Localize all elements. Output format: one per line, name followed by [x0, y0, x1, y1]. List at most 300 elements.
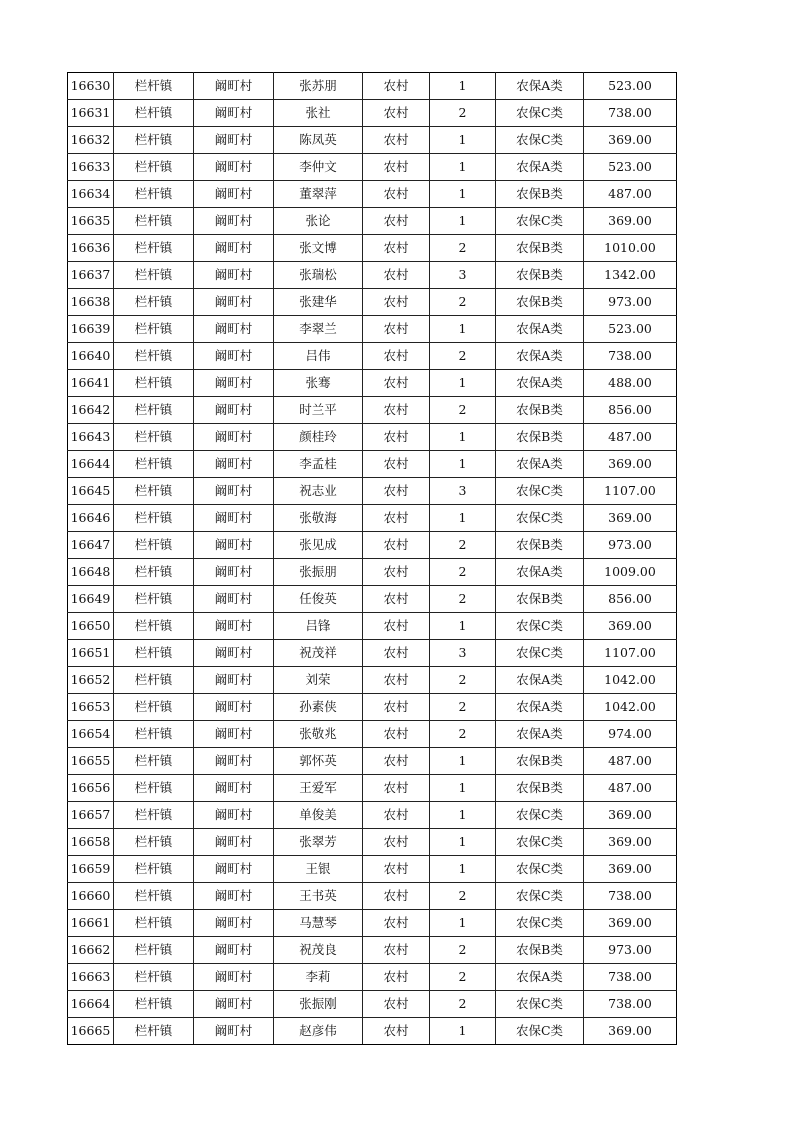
cell-member-count: 2 — [430, 694, 496, 721]
cell-insurance-category: 农保C类 — [496, 127, 584, 154]
cell-name: 张见成 — [274, 532, 363, 559]
cell-village: 阚町村 — [194, 856, 274, 883]
cell-town: 栏杆镇 — [114, 721, 194, 748]
cell-village: 阚町村 — [194, 748, 274, 775]
cell-member-count: 1 — [430, 802, 496, 829]
cell-village: 阚町村 — [194, 613, 274, 640]
cell-village: 阚町村 — [194, 424, 274, 451]
cell-amount: 738.00 — [584, 991, 677, 1018]
cell-household-type: 农村 — [363, 154, 430, 181]
table-row — [68, 451, 677, 478]
cell-row-number: 16646 — [68, 505, 114, 532]
cell-household-type: 农村 — [363, 748, 430, 775]
cell-insurance-category: 农保B类 — [496, 289, 584, 316]
cell-town: 栏杆镇 — [114, 937, 194, 964]
cell-member-count: 1 — [430, 208, 496, 235]
cell-town: 栏杆镇 — [114, 1018, 194, 1045]
cell-town: 栏杆镇 — [114, 478, 194, 505]
cell-town: 栏杆镇 — [114, 154, 194, 181]
cell-name: 李仲文 — [274, 154, 363, 181]
cell-row-number: 16653 — [68, 694, 114, 721]
cell-village: 阚町村 — [194, 883, 274, 910]
cell-amount: 369.00 — [584, 802, 677, 829]
cell-amount: 369.00 — [584, 613, 677, 640]
cell-insurance-category: 农保C类 — [496, 208, 584, 235]
cell-member-count: 2 — [430, 883, 496, 910]
cell-row-number: 16661 — [68, 910, 114, 937]
cell-town: 栏杆镇 — [114, 262, 194, 289]
cell-name: 李孟桂 — [274, 451, 363, 478]
cell-name: 李莉 — [274, 964, 363, 991]
table-row — [68, 964, 677, 991]
table-row — [68, 910, 677, 937]
cell-household-type: 农村 — [363, 667, 430, 694]
cell-amount: 523.00 — [584, 316, 677, 343]
cell-amount: 369.00 — [584, 856, 677, 883]
cell-village: 阚町村 — [194, 343, 274, 370]
cell-amount: 1009.00 — [584, 559, 677, 586]
cell-insurance-category: 农保B类 — [496, 937, 584, 964]
cell-town: 栏杆镇 — [114, 343, 194, 370]
cell-member-count: 1 — [430, 775, 496, 802]
cell-row-number: 16642 — [68, 397, 114, 424]
cell-amount: 1042.00 — [584, 667, 677, 694]
cell-household-type: 农村 — [363, 721, 430, 748]
cell-name: 王银 — [274, 856, 363, 883]
cell-town: 栏杆镇 — [114, 802, 194, 829]
cell-household-type: 农村 — [363, 478, 430, 505]
cell-town: 栏杆镇 — [114, 316, 194, 343]
cell-insurance-category: 农保C类 — [496, 100, 584, 127]
cell-row-number: 16658 — [68, 829, 114, 856]
cell-name: 时兰平 — [274, 397, 363, 424]
cell-member-count: 2 — [430, 991, 496, 1018]
cell-town: 栏杆镇 — [114, 127, 194, 154]
cell-village: 阚町村 — [194, 262, 274, 289]
cell-row-number: 16656 — [68, 775, 114, 802]
cell-name: 张苏朋 — [274, 73, 363, 100]
cell-village: 阚町村 — [194, 694, 274, 721]
cell-insurance-category: 农保B类 — [496, 775, 584, 802]
cell-amount: 487.00 — [584, 424, 677, 451]
cell-row-number: 16654 — [68, 721, 114, 748]
table-row — [68, 532, 677, 559]
cell-village: 阚町村 — [194, 208, 274, 235]
cell-household-type: 农村 — [363, 235, 430, 262]
cell-member-count: 2 — [430, 667, 496, 694]
cell-name: 张翠芳 — [274, 829, 363, 856]
table-row — [68, 667, 677, 694]
cell-row-number: 16657 — [68, 802, 114, 829]
cell-insurance-category: 农保C类 — [496, 856, 584, 883]
cell-insurance-category: 农保C类 — [496, 478, 584, 505]
cell-household-type: 农村 — [363, 991, 430, 1018]
cell-member-count: 2 — [430, 343, 496, 370]
table-row — [68, 991, 677, 1018]
cell-insurance-category: 农保C类 — [496, 829, 584, 856]
cell-insurance-category: 农保C类 — [496, 505, 584, 532]
cell-village: 阚町村 — [194, 451, 274, 478]
cell-row-number: 16650 — [68, 613, 114, 640]
cell-amount: 974.00 — [584, 721, 677, 748]
table-row — [68, 262, 677, 289]
cell-town: 栏杆镇 — [114, 856, 194, 883]
table-row — [68, 559, 677, 586]
cell-amount: 369.00 — [584, 505, 677, 532]
cell-town: 栏杆镇 — [114, 289, 194, 316]
cell-row-number: 16630 — [68, 73, 114, 100]
cell-town: 栏杆镇 — [114, 910, 194, 937]
cell-household-type: 农村 — [363, 910, 430, 937]
cell-town: 栏杆镇 — [114, 370, 194, 397]
cell-village: 阚町村 — [194, 667, 274, 694]
cell-town: 栏杆镇 — [114, 748, 194, 775]
cell-village: 阚町村 — [194, 154, 274, 181]
cell-amount: 369.00 — [584, 208, 677, 235]
cell-member-count: 2 — [430, 964, 496, 991]
cell-row-number: 16665 — [68, 1018, 114, 1045]
cell-member-count: 1 — [430, 73, 496, 100]
cell-insurance-category: 农保A类 — [496, 73, 584, 100]
cell-name: 张建华 — [274, 289, 363, 316]
cell-row-number: 16633 — [68, 154, 114, 181]
cell-row-number: 16645 — [68, 478, 114, 505]
cell-amount: 523.00 — [584, 73, 677, 100]
cell-village: 阚町村 — [194, 181, 274, 208]
cell-member-count: 2 — [430, 289, 496, 316]
cell-insurance-category: 农保A类 — [496, 667, 584, 694]
cell-amount: 487.00 — [584, 181, 677, 208]
cell-amount: 369.00 — [584, 910, 677, 937]
cell-name: 王爱军 — [274, 775, 363, 802]
cell-row-number: 16641 — [68, 370, 114, 397]
cell-insurance-category: 农保C类 — [496, 991, 584, 1018]
cell-row-number: 16647 — [68, 532, 114, 559]
cell-member-count: 1 — [430, 748, 496, 775]
cell-town: 栏杆镇 — [114, 235, 194, 262]
cell-amount: 738.00 — [584, 964, 677, 991]
cell-member-count: 1 — [430, 370, 496, 397]
cell-insurance-category: 农保C类 — [496, 910, 584, 937]
cell-village: 阚町村 — [194, 316, 274, 343]
cell-amount: 738.00 — [584, 883, 677, 910]
cell-name: 祝茂良 — [274, 937, 363, 964]
cell-name: 祝志业 — [274, 478, 363, 505]
cell-household-type: 农村 — [363, 208, 430, 235]
cell-household-type: 农村 — [363, 127, 430, 154]
table-row — [68, 208, 677, 235]
table-row — [68, 316, 677, 343]
table-row — [68, 721, 677, 748]
cell-row-number: 16643 — [68, 424, 114, 451]
cell-village: 阚町村 — [194, 937, 274, 964]
table-row — [68, 829, 677, 856]
cell-name: 张骞 — [274, 370, 363, 397]
cell-row-number: 16664 — [68, 991, 114, 1018]
cell-town: 栏杆镇 — [114, 100, 194, 127]
cell-member-count: 1 — [430, 829, 496, 856]
cell-insurance-category: 农保B类 — [496, 532, 584, 559]
cell-amount: 856.00 — [584, 397, 677, 424]
cell-row-number: 16659 — [68, 856, 114, 883]
cell-village: 阚町村 — [194, 775, 274, 802]
cell-household-type: 农村 — [363, 289, 430, 316]
table-row — [68, 883, 677, 910]
cell-household-type: 农村 — [363, 964, 430, 991]
table-row — [68, 397, 677, 424]
cell-household-type: 农村 — [363, 1018, 430, 1045]
cell-amount: 523.00 — [584, 154, 677, 181]
cell-insurance-category: 农保A类 — [496, 316, 584, 343]
table-row — [68, 154, 677, 181]
cell-insurance-category: 农保C类 — [496, 883, 584, 910]
cell-insurance-category: 农保C类 — [496, 1018, 584, 1045]
table-row — [68, 748, 677, 775]
cell-town: 栏杆镇 — [114, 640, 194, 667]
cell-member-count: 2 — [430, 235, 496, 262]
cell-member-count: 2 — [430, 397, 496, 424]
cell-town: 栏杆镇 — [114, 964, 194, 991]
cell-insurance-category: 农保B类 — [496, 397, 584, 424]
cell-row-number: 16638 — [68, 289, 114, 316]
cell-village: 阚町村 — [194, 802, 274, 829]
cell-member-count: 1 — [430, 613, 496, 640]
cell-row-number: 16632 — [68, 127, 114, 154]
cell-row-number: 16663 — [68, 964, 114, 991]
cell-village: 阚町村 — [194, 478, 274, 505]
cell-row-number: 16652 — [68, 667, 114, 694]
cell-name: 马慧琴 — [274, 910, 363, 937]
cell-insurance-category: 农保C类 — [496, 613, 584, 640]
cell-village: 阚町村 — [194, 235, 274, 262]
cell-row-number: 16639 — [68, 316, 114, 343]
cell-town: 栏杆镇 — [114, 424, 194, 451]
cell-row-number: 16651 — [68, 640, 114, 667]
cell-town: 栏杆镇 — [114, 181, 194, 208]
allowance-table — [67, 72, 677, 1045]
cell-name: 张文博 — [274, 235, 363, 262]
cell-amount: 856.00 — [584, 586, 677, 613]
table-row — [68, 127, 677, 154]
cell-name: 祝茂祥 — [274, 640, 363, 667]
cell-name: 单俊美 — [274, 802, 363, 829]
cell-village: 阚町村 — [194, 370, 274, 397]
cell-village: 阚町村 — [194, 532, 274, 559]
cell-name: 王书英 — [274, 883, 363, 910]
cell-member-count: 2 — [430, 586, 496, 613]
cell-household-type: 农村 — [363, 73, 430, 100]
cell-town: 栏杆镇 — [114, 991, 194, 1018]
cell-household-type: 农村 — [363, 694, 430, 721]
cell-insurance-category: 农保A类 — [496, 343, 584, 370]
cell-village: 阚町村 — [194, 586, 274, 613]
cell-name: 孙素侠 — [274, 694, 363, 721]
cell-town: 栏杆镇 — [114, 829, 194, 856]
cell-household-type: 农村 — [363, 262, 430, 289]
cell-row-number: 16655 — [68, 748, 114, 775]
cell-household-type: 农村 — [363, 613, 430, 640]
cell-village: 阚町村 — [194, 640, 274, 667]
cell-member-count: 1 — [430, 505, 496, 532]
cell-member-count: 1 — [430, 856, 496, 883]
cell-village: 阚町村 — [194, 1018, 274, 1045]
cell-name: 张敬兆 — [274, 721, 363, 748]
table-row — [68, 1018, 677, 1045]
cell-amount: 487.00 — [584, 748, 677, 775]
cell-insurance-category: 农保B类 — [496, 586, 584, 613]
cell-town: 栏杆镇 — [114, 73, 194, 100]
cell-member-count: 1 — [430, 316, 496, 343]
cell-name: 刘荣 — [274, 667, 363, 694]
cell-row-number: 16634 — [68, 181, 114, 208]
cell-household-type: 农村 — [363, 343, 430, 370]
table-row — [68, 694, 677, 721]
cell-village: 阚町村 — [194, 721, 274, 748]
cell-row-number: 16635 — [68, 208, 114, 235]
cell-member-count: 1 — [430, 181, 496, 208]
cell-village: 阚町村 — [194, 964, 274, 991]
cell-member-count: 3 — [430, 640, 496, 667]
cell-village: 阚町村 — [194, 559, 274, 586]
cell-name: 张瑞松 — [274, 262, 363, 289]
table-row — [68, 613, 677, 640]
table-row — [68, 775, 677, 802]
cell-insurance-category: 农保A类 — [496, 154, 584, 181]
cell-town: 栏杆镇 — [114, 667, 194, 694]
cell-row-number: 16637 — [68, 262, 114, 289]
cell-town: 栏杆镇 — [114, 613, 194, 640]
cell-row-number: 16644 — [68, 451, 114, 478]
cell-name: 吕锋 — [274, 613, 363, 640]
cell-row-number: 16640 — [68, 343, 114, 370]
table-row — [68, 802, 677, 829]
cell-amount: 369.00 — [584, 1018, 677, 1045]
cell-name: 董翠萍 — [274, 181, 363, 208]
table-row — [68, 181, 677, 208]
cell-town: 栏杆镇 — [114, 883, 194, 910]
cell-village: 阚町村 — [194, 289, 274, 316]
cell-household-type: 农村 — [363, 370, 430, 397]
cell-village: 阚町村 — [194, 991, 274, 1018]
cell-name: 李翠兰 — [274, 316, 363, 343]
cell-amount: 1042.00 — [584, 694, 677, 721]
cell-insurance-category: 农保B类 — [496, 181, 584, 208]
cell-member-count: 1 — [430, 451, 496, 478]
table-row — [68, 640, 677, 667]
cell-amount: 488.00 — [584, 370, 677, 397]
table-row — [68, 289, 677, 316]
cell-village: 阚町村 — [194, 100, 274, 127]
cell-name: 张振刚 — [274, 991, 363, 1018]
cell-name: 张社 — [274, 100, 363, 127]
cell-member-count: 1 — [430, 910, 496, 937]
cell-household-type: 农村 — [363, 856, 430, 883]
cell-village: 阚町村 — [194, 829, 274, 856]
cell-amount: 738.00 — [584, 343, 677, 370]
cell-name: 郭怀英 — [274, 748, 363, 775]
cell-member-count: 1 — [430, 1018, 496, 1045]
cell-insurance-category: 农保B类 — [496, 262, 584, 289]
cell-row-number: 16660 — [68, 883, 114, 910]
cell-town: 栏杆镇 — [114, 208, 194, 235]
cell-household-type: 农村 — [363, 829, 430, 856]
cell-insurance-category: 农保A类 — [496, 694, 584, 721]
cell-name: 张振朋 — [274, 559, 363, 586]
cell-town: 栏杆镇 — [114, 397, 194, 424]
cell-amount: 369.00 — [584, 829, 677, 856]
cell-town: 栏杆镇 — [114, 694, 194, 721]
cell-amount: 1342.00 — [584, 262, 677, 289]
cell-amount: 487.00 — [584, 775, 677, 802]
cell-row-number: 16649 — [68, 586, 114, 613]
cell-insurance-category: 农保B类 — [496, 235, 584, 262]
cell-name: 吕伟 — [274, 343, 363, 370]
table-row — [68, 586, 677, 613]
cell-household-type: 农村 — [363, 775, 430, 802]
cell-member-count: 3 — [430, 478, 496, 505]
cell-amount: 973.00 — [584, 532, 677, 559]
cell-household-type: 农村 — [363, 532, 430, 559]
cell-household-type: 农村 — [363, 640, 430, 667]
cell-member-count: 2 — [430, 937, 496, 964]
cell-amount: 369.00 — [584, 451, 677, 478]
cell-amount: 1107.00 — [584, 640, 677, 667]
cell-name: 任俊英 — [274, 586, 363, 613]
table-row — [68, 73, 677, 100]
cell-insurance-category: 农保C类 — [496, 802, 584, 829]
cell-town: 栏杆镇 — [114, 532, 194, 559]
cell-household-type: 农村 — [363, 883, 430, 910]
cell-insurance-category: 农保A类 — [496, 370, 584, 397]
cell-insurance-category: 农保A类 — [496, 559, 584, 586]
cell-row-number: 16636 — [68, 235, 114, 262]
cell-village: 阚町村 — [194, 397, 274, 424]
cell-household-type: 农村 — [363, 181, 430, 208]
cell-household-type: 农村 — [363, 397, 430, 424]
cell-member-count: 2 — [430, 100, 496, 127]
cell-amount: 1010.00 — [584, 235, 677, 262]
cell-household-type: 农村 — [363, 505, 430, 532]
cell-insurance-category: 农保B类 — [496, 424, 584, 451]
cell-village: 阚町村 — [194, 127, 274, 154]
cell-household-type: 农村 — [363, 316, 430, 343]
cell-row-number: 16648 — [68, 559, 114, 586]
cell-name: 颜桂玲 — [274, 424, 363, 451]
table-row — [68, 235, 677, 262]
cell-amount: 973.00 — [584, 289, 677, 316]
cell-town: 栏杆镇 — [114, 775, 194, 802]
cell-row-number: 16631 — [68, 100, 114, 127]
cell-amount: 369.00 — [584, 127, 677, 154]
cell-household-type: 农村 — [363, 802, 430, 829]
cell-household-type: 农村 — [363, 451, 430, 478]
cell-name: 赵彦伟 — [274, 1018, 363, 1045]
table-row — [68, 856, 677, 883]
cell-insurance-category: 农保A类 — [496, 721, 584, 748]
cell-row-number: 16662 — [68, 937, 114, 964]
cell-amount: 1107.00 — [584, 478, 677, 505]
cell-household-type: 农村 — [363, 559, 430, 586]
cell-member-count: 2 — [430, 532, 496, 559]
cell-member-count: 2 — [430, 721, 496, 748]
table-row — [68, 343, 677, 370]
cell-insurance-category: 农保A类 — [496, 964, 584, 991]
cell-town: 栏杆镇 — [114, 505, 194, 532]
table-row — [68, 370, 677, 397]
cell-town: 栏杆镇 — [114, 559, 194, 586]
cell-insurance-category: 农保C类 — [496, 640, 584, 667]
cell-insurance-category: 农保B类 — [496, 748, 584, 775]
